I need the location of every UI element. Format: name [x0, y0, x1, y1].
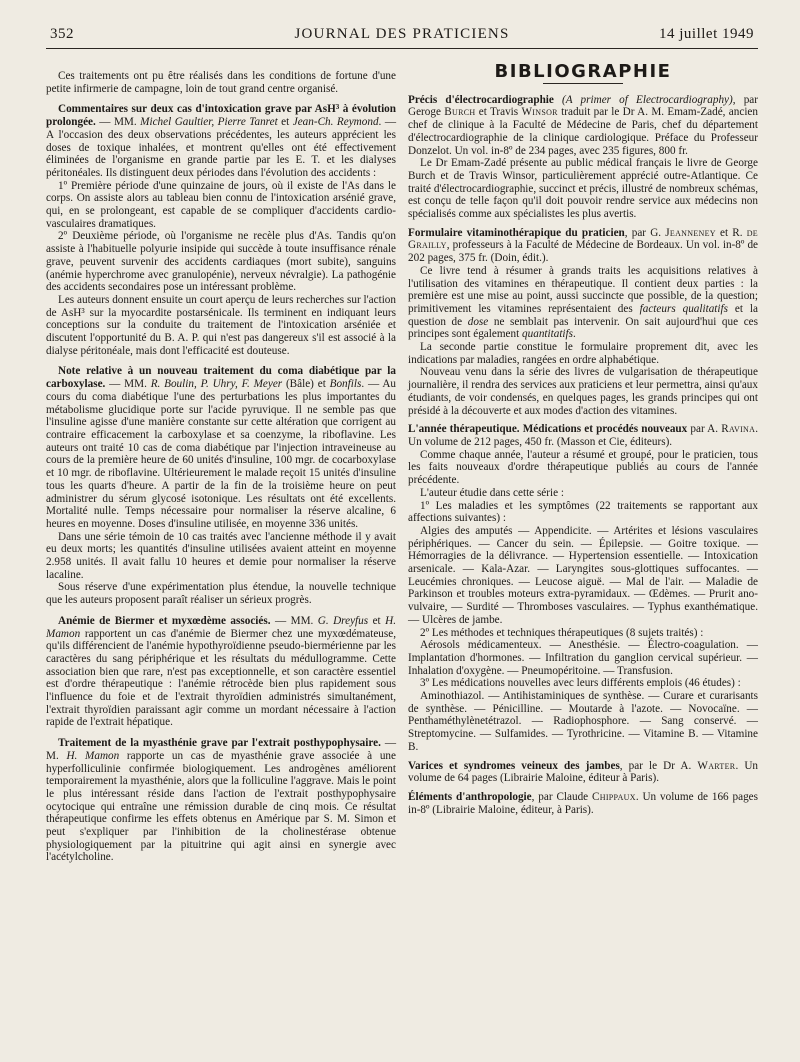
issue-date: 14 juillet 1949 — [659, 26, 754, 42]
bib-details: . Un volume de 212 pages, 450 fr. (Masson et Cie, éditeurs). — [408, 423, 758, 448]
bib-author: Warter — [697, 759, 736, 772]
header-rule — [46, 48, 758, 49]
conj: et R. — [715, 226, 747, 239]
conj: (Bâle) et — [282, 378, 330, 391]
article-paragraph: 2º Deuxième période, où l'organisme ne recèle plus d'As. Tandis qu'on assiste à l'habituelle polyurie insipide qui succède à toute insuffisance rénale grave, peuvent survenir des accidents cardiaques (mort subite), sanguins (anémie hyperchrome avec granulopénie), nerveux névralgie). La pathogénie des accidents secondaires pose un intéressant problème. — [46, 230, 396, 294]
article-title: Anémie de Biermer et myxœdème associés. — [58, 614, 271, 627]
article-authors: Jean-Ch. Reymond — [292, 116, 379, 129]
bib-paragraph: Le Dr Emam-Zadé présente au public médical français le livre de George Burch et de Travis Winsor, particulièrement apprécié outre-Atlantique. Ce traité d'électrocardiographie, succinct et précis, illustré de nombreux schémas, est conçu de telle façon qu'il doit pouvoir rendre service aux médecins non spécialisés comme aux spécialistes les plus avertis. — [408, 157, 758, 221]
bib-paragraph: 3º Les médications nouvelles avec leurs différents emplois (46 études) : — [420, 677, 741, 690]
bib-author: de Grailly — [408, 226, 758, 252]
text: Ce livre tend à résumer à grands traits les acquisitions relatives à l'utilisation des vitamines en thérapeutique. Il contient deux parties : la première est une mise au point, aussi succincte que possible, de la question; primitivement les vitamines représentaient des — [408, 264, 758, 315]
page-header — [46, 22, 758, 48]
bib-paragraph: Aérosols médicamenteux. — Anesthésie. — Électro-coagulation. — Implantation d'hormones. — Infiltration du ganglion cervical supérieur. — Inhalation d'oxygène. — Pneumopéritoine. — Transfusion. — [408, 639, 758, 677]
bib-paragraph: Nouveau venu dans la série des livres de vulgarisation de thérapeutique journalière, il rendra des services aux praticiens et leur permettra, ainsi qu'aux étudiants, de voir condensés, en quelques pages, les grands principes qui ont présidé à la découverte et aux modes d'action des vitamines. — [408, 366, 758, 417]
bib-author: Ravina — [721, 423, 756, 436]
bib-citation — [408, 227, 758, 265]
dash: — MM. — [105, 378, 151, 391]
article-authors: R. Boulin, P. Uhry, F. Meyer — [150, 378, 283, 391]
bib-details: . Un volume de 64 pages (Librairie Maloine, éditeur à Paris). — [408, 759, 758, 785]
article-coma-diabetique — [46, 365, 396, 606]
bib-title: Précis d'électrocardiographie — [408, 93, 554, 106]
intro-paragraph: Ces traitements ont pu être réalisés dans les conditions de fortune d'une petite infirmerie de campagne, loin de tout grand centre organisé. — [46, 70, 396, 95]
bib-citation — [408, 791, 758, 816]
article-title: Commentaires sur deux cas d'intoxication grave par AsH³ à évolution prolongée. — [46, 103, 396, 129]
dash: — MM. — [270, 614, 318, 627]
text: ne semblait pas intervenir. On sait aujourd'hui que ces principes sont également — [408, 315, 758, 341]
bib-entry-electrocardiographie — [408, 94, 758, 221]
bib-paragraph: Comme chaque année, l'auteur a résumé et groupé, pour le praticien, tous les faits nouveaux d'ordre thérapeutique publiés au cours de l'année précédente. — [408, 448, 758, 487]
article-title: Note relative à un nouveau traitement du coma diabétique par la carboxylase. — [46, 365, 396, 391]
dash: — M. — [46, 737, 397, 762]
article-paragraph — [46, 737, 396, 864]
article-paragraph — [46, 103, 396, 179]
article-intoxication — [46, 103, 396, 357]
bib-paragraph: 1º Les maladies et les symptômes (22 traitements se rapportant aux affections suivantes) : — [408, 499, 758, 525]
bib-details: , professeurs à la Faculté de Médecine de Bordeaux. Un vol. in-8º de 202 pages, 375 fr. (Doin, édit.). — [408, 239, 758, 265]
emphasis: quantitatifs — [522, 328, 574, 341]
bib-paragraph: Algies des amputés — Appendicite. — Artérites et lésions vasculaires périphériques. — Cancer du sein. — Épilepsie. — Goitre toxique. — Hémorragies de la délivrance. — Hypertension essentielle. — Intoxication arsenicale. — Kala-Azar. — Laryngites sous-glottiques suffocantes. — Leucémies chroniques. — Leucose aiguë. — Mal de l'air. — Maladie de Parkinson et troubles moteurs extra-pyramidaux. — Œdèmes. — Prurit ano-vulvaire, — Surdité — Thromboses vasculaires. — Typhus exanthématique. — Ulcères de jambe. — [408, 524, 758, 626]
bib-author: Jeanneney — [665, 226, 716, 239]
dash: — MM. — [95, 116, 141, 129]
article-authors: Bonfils — [329, 378, 362, 391]
bib-title: L'année thérapeutique. Médications et procédés nouveaux — [408, 423, 688, 436]
text: et la question de — [408, 302, 758, 328]
bib-entry-annee-therapeutique — [408, 423, 758, 753]
journal-title: JOURNAL DES PRATICIENS — [294, 26, 510, 42]
conj: et — [368, 614, 386, 627]
bib-citation — [408, 94, 758, 158]
article-title: Traitement de la myasthénie grave par l'extrait posthypophysaire. — [58, 737, 381, 750]
article-authors: H. Mamon — [66, 749, 120, 762]
bib-paragraph: La seconde partie constitue le formulaire proprement dit, avec les indications par maladies, rangées en ordre alphabétique. — [408, 341, 758, 366]
bib-entry-varices — [408, 760, 758, 785]
article-authors: H. Mamon — [46, 614, 396, 640]
conj: et Travis — [475, 106, 522, 119]
article-paragraph: 1º Première période d'une quinzaine de jours, où il existe de l'As dans le corps. On assiste alors au tableau bien connu de l'intoxication arsénié grave, qui, en se prolongeant, est capable de se compliquer d'accidents cardio-vasculaires dramatiques. — [46, 179, 396, 230]
bib-title: Éléments d'anthropologie — [408, 790, 532, 803]
article-authors: G. Dreyfus — [317, 614, 369, 627]
emphasis: facteurs qualitatifs — [639, 302, 728, 315]
conj: , par G. — [624, 226, 666, 239]
left-column — [46, 70, 396, 864]
article-anemie-biermer — [46, 615, 396, 729]
bib-paragraph — [408, 265, 758, 341]
conj: par A. — [687, 423, 722, 436]
bib-entry-anthropologie — [408, 791, 758, 816]
conj: et — [277, 116, 293, 129]
bib-paragraph: 2º Les méthodes et techniques thérapeutiques (8 sujets traités) : — [420, 626, 704, 639]
article-body: . — A l'occasion des deux observations précédentes, les auteurs apprécient les doses de toxique inhalées, et montrent qu'elles ont été effectivement éliminées de l'organisme en grande partie par les E. T. et les dialyses péritonéales. Ils distinguent deux périodes dans l'évolution des accidents : — [46, 116, 397, 179]
bib-paragraph: L'auteur étudie dans cette série : — [420, 486, 564, 499]
article-body: . — Au cours du coma diabétique l'une des perturbations les plus importantes du métabolisme glucidique porte sur l'acide pyruvique. Il ne semble pas que l'insuline agisse d'une manière constante sur cette altération que corrigent au contraire efficacement la carboxylase et sa coenzyme, la riboflavine. Les auteurs ont traité 10 cas de coma diabétique par l'injection intraveineuse au cours de la première heure de 60 unités d'insuline, 100 mgr. de cocarboxylase et 10 mgr. de riboflavine. Ultérieurement le malade reçoit 15 unités d'insuline tous les quarts d'heure. A partir de la fin de la troisième heure on peut administrer du sérum glycosé isotonique. Les résultats ont été excellents. Mortalité nulle. Temps nécessaire pour normaliser la réserve alcaline, 6 heures en moyenne. Doses d'insuline utilisée, en moyenne 336 unités. — [46, 378, 396, 530]
article-body: rapportent un cas d'anémie de Biermer chez une myxœdémateuse, qu'ils différencient de l'anémie hypothyroïdienne pseudo-biermérienne par les caractères du sang périphérique et les résultats du médullogramme. Cette association bien que rare, n'est pas exceptionnelle, et son caractère essentiel est d'ordre thérapeutique : l'anémie rétrocède bien plus rapidement sous l'influence du foie et de l'extrait thyroïdien administrés simultanément, l'extrait thyroïdien paraissant agir comme un mordant nécessaire à l'action rapide de l'extrait hépatique. — [46, 627, 396, 729]
bib-author: Chippaux — [592, 790, 636, 803]
bib-title: Varices et syndromes veineux des jambes — [408, 759, 620, 772]
article-paragraph: Les auteurs donnent ensuite un court aperçu de leurs recherches sur l'action de AsH³ sur la myocardite postarsénicale. Ils terminent en indiquant leurs conceptions sur la conduite du traitement de l'intoxication arséniée et discutent l'opportunité du B. A. P. qui n'est pas dangereux s'il est associé à la dialyse péritonéale, mais dont l'efficacité est douteuse. — [46, 293, 396, 357]
conj: , par le Dr A. — [619, 759, 698, 772]
bib-citation — [408, 760, 758, 785]
bib-author: Winsor — [521, 106, 558, 119]
article-paragraph: Dans une série témoin de 10 cas traités avec l'ancienne méthode il y avait eu deux morts; les quantités d'insuline utilisées avaient atteint en moyenne 2.958 unités. Il avait fallu 10 heures et demie pour normaliser la réserve lacaline. — [46, 530, 396, 581]
article-authors: Michel Gaultier, Pierre Tanret — [140, 116, 278, 129]
bib-details: traduit par le Dr A. M. Emam-Zadé, ancien chef de clinique à la Faculté de Médecine de Paris, chef du département d'électrocardiographie de la clinique cardiologique. Préface du Professeur Donzelot. Un vol. in-8º de 234 pages, avec 235 figures, 800 fr. — [408, 106, 758, 157]
bib-paragraph: Aminothiazol. — Antihistaminiques de synthèse. — Curare et curarisants de synthèse. — Pénicilline. — Moutarde à l'azote. — Novocaïne. — Penthaméthylènetétrazol. — Radiophosphore. — Sang conservé. — Streptomycine. — Sulfamides. — Tyrothricine. — Vitamine B. — Vitamine B. — [408, 690, 758, 753]
article-paragraph — [46, 615, 396, 729]
bib-entry-vitaminotherapie — [408, 227, 758, 418]
page-number: 352 — [50, 26, 74, 42]
conj: , par Geroge — [408, 93, 758, 119]
bib-original-title: (A primer of Electrocardiography) — [553, 93, 733, 106]
bib-citation — [408, 423, 758, 448]
article-paragraph — [46, 365, 396, 530]
conj: , par Claude — [531, 790, 592, 803]
article-myasthenie — [46, 737, 396, 864]
text: . — [573, 328, 576, 341]
emphasis: dose — [467, 315, 489, 328]
bib-details: . Un volume de 166 pages in-8º (Librairie Maloine, éditeur, à Paris). — [408, 790, 758, 816]
bib-author: Burch — [444, 106, 476, 119]
bib-title: Formulaire vitaminothérapique du praticien — [408, 226, 625, 239]
section-rule — [543, 83, 623, 84]
right-column — [408, 61, 758, 816]
section-title: BIBLIOGRAPHIE — [494, 61, 672, 82]
article-body: rapporte un cas de myasthénie grave associée à une hyperfolliculinie confirmée biologiquement. Les androgènes améliorent temporairement la myasthénie, alors que la folliculine l'aggrave. Mais le point le plus intéressant réside dans l'action de l'extrait posthypophysaire ocytocique qui entraîne une rémission durable de cinq mois. Ce résultat thérapeutique confirme les effets obtenus en Amérique par S. M. Simon et peut s'expliquer par l'inhibition de la cholinestérase obtenue physiologiquement par la pituitrine qui agit ainsi en synergie avec l'acétylcholine. — [46, 749, 396, 864]
article-paragraph: Sous réserve d'une expérimentation plus étendue, la nouvelle technique que les auteurs proposent paraît réaliser un sérieux progrès. — [46, 581, 396, 607]
